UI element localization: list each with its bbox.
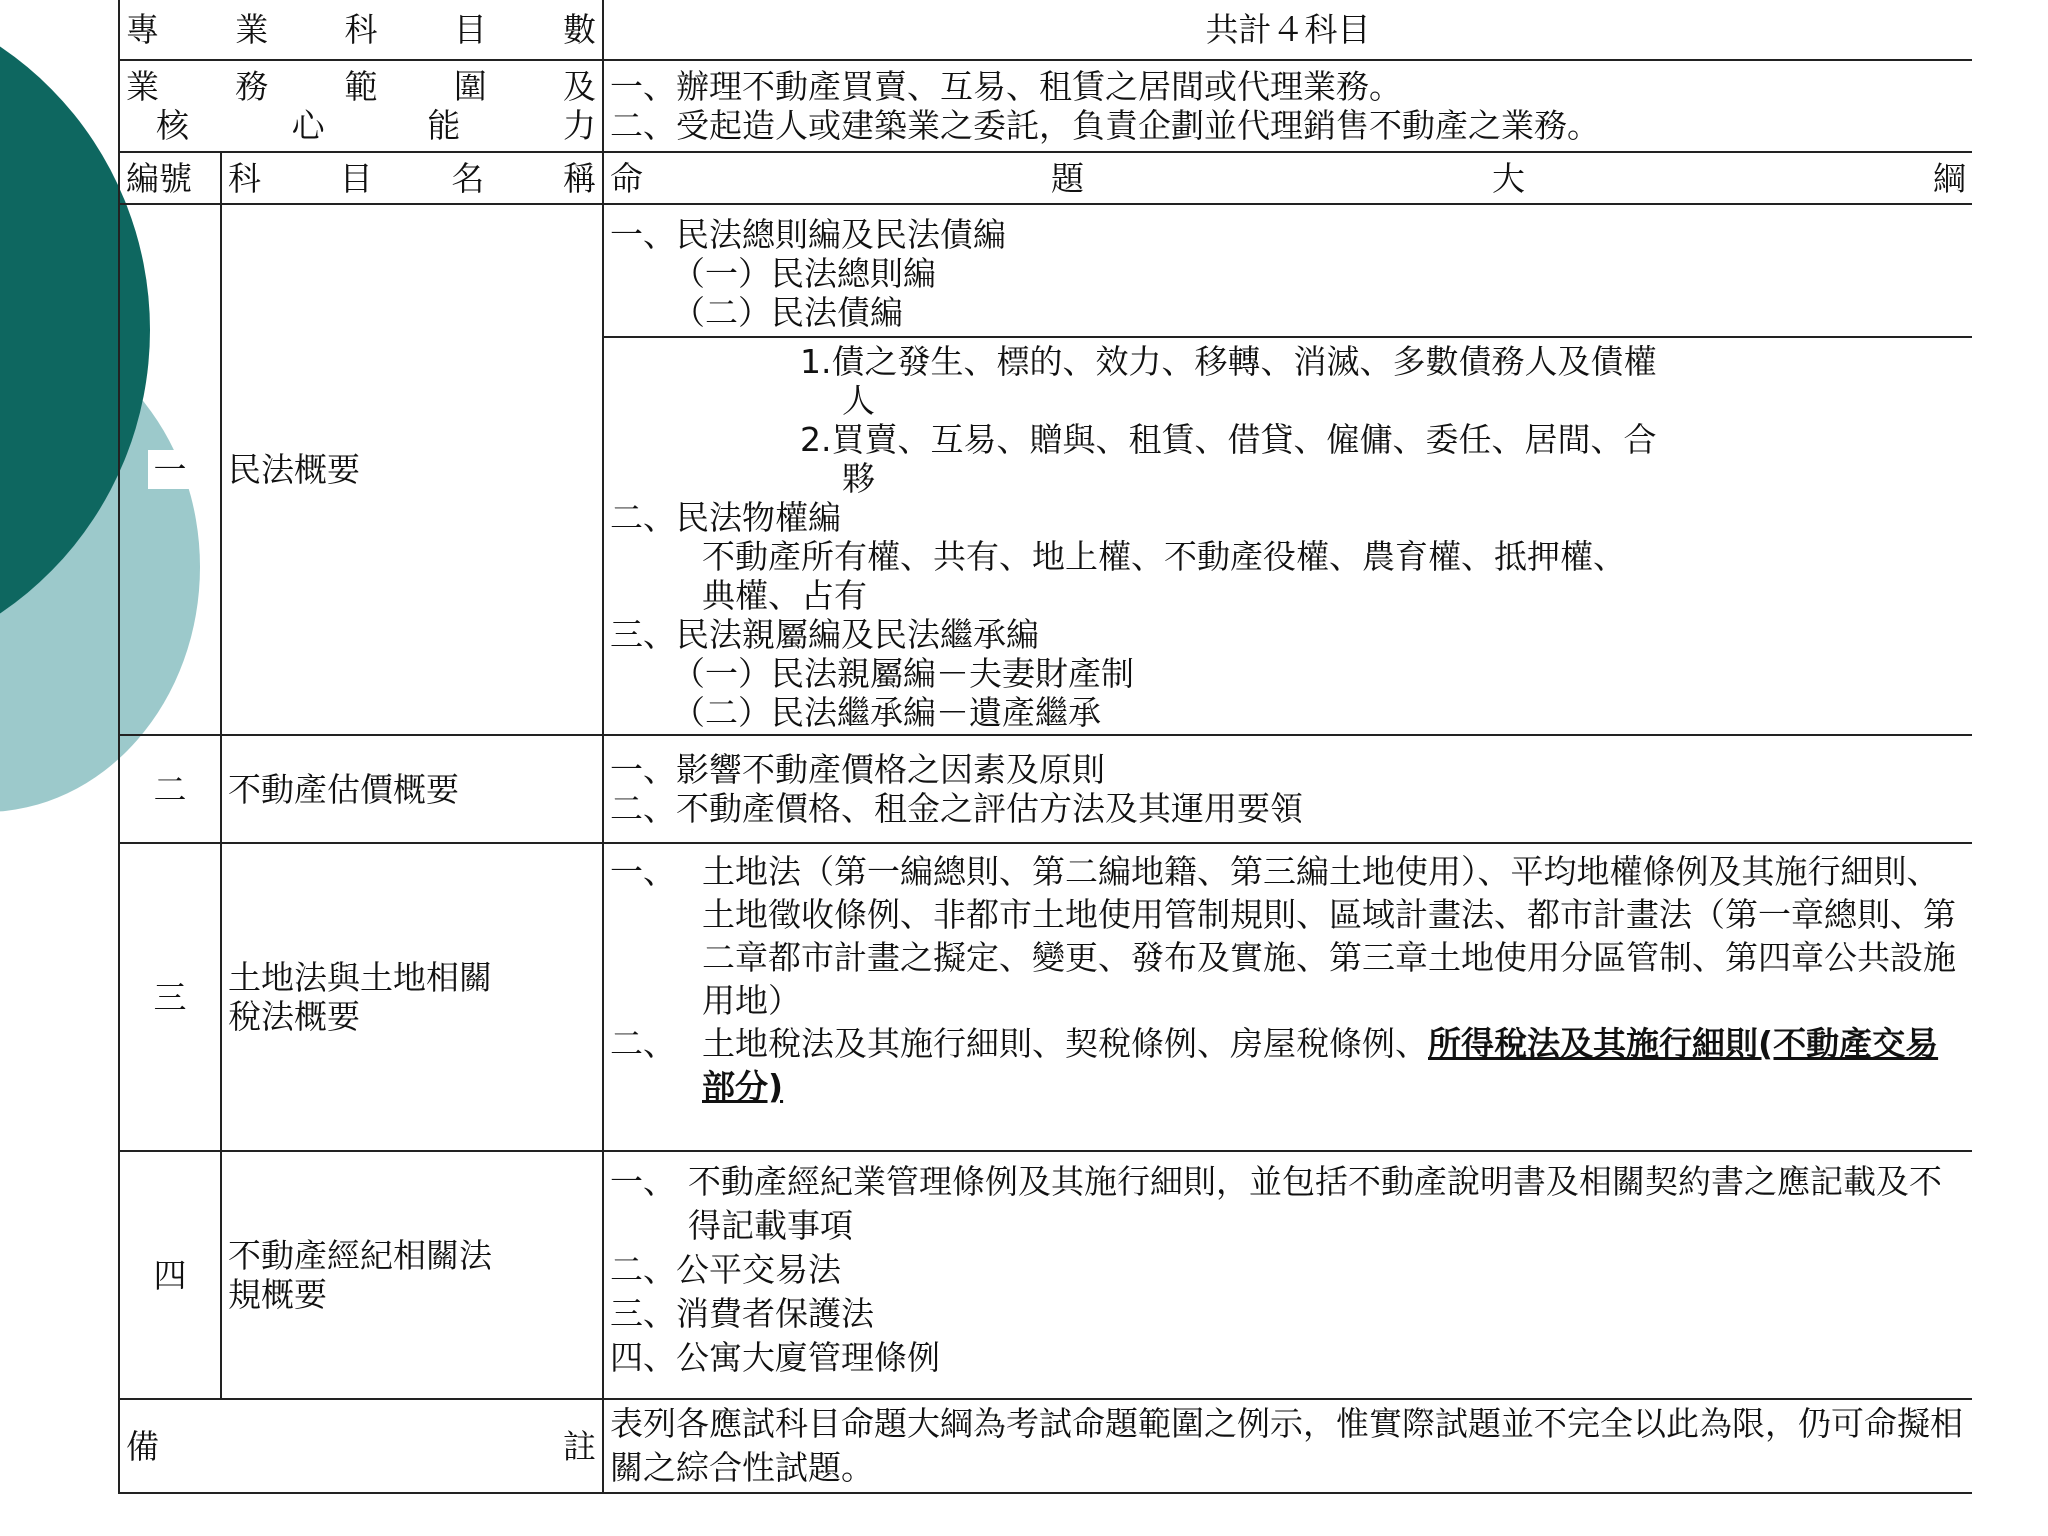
outline-item-body: 不動產所有權、共有、地上權、不動產役權、農育權、抵押權、 xyxy=(702,537,1626,576)
label-char: 名 xyxy=(451,158,485,198)
subject-name-line: 不動產經紀相關法 xyxy=(228,1236,492,1275)
column-header-number: 編號 xyxy=(119,152,221,204)
outline-item: 三、消費者保護法 xyxy=(610,1294,874,1333)
outline-item: 三、民法親屬編及民法繼承編 xyxy=(610,615,1039,654)
note-text: 表列各應試科目命題大綱為考試命題範圍之例示，惟實際試題並不完全以此為限，仍可命擬相關之綜合性試題。 xyxy=(603,1399,1972,1493)
business-scope-label-cell xyxy=(119,60,603,152)
outline-item-number: 二、 xyxy=(610,1024,676,1063)
subject-count-value: 共計４科目 xyxy=(603,0,1972,60)
subject-outline-1 xyxy=(603,204,1972,735)
exam-syllabus-table xyxy=(118,0,1972,1494)
outline-item-text: 土地法（第一編總則、第二編地籍、第三編土地使用）、平均地權條例及其施行細則、土地徵收條例、非都市土地使用管制規則、區域計畫法、都市計畫法（第一章總則、第二章都市計畫之擬定、變更、發布及實施、第三章土地使用分區管制、第四章公共設施用地） xyxy=(702,852,1956,1020)
label-char: 題 xyxy=(1051,158,1084,198)
subject-name-2: 不動產估價概要 xyxy=(221,735,603,843)
outline-item: 二、民法物權編 xyxy=(610,498,841,537)
subject-name-1: 民法概要 xyxy=(221,204,603,735)
subject-number-text: 一 xyxy=(148,450,193,489)
subject-outline-4 xyxy=(603,1151,1972,1399)
label-char: 範 xyxy=(344,67,378,106)
note-label-cell xyxy=(119,1399,603,1493)
outline-item-emphasis: 所得稅法及其施行細則(不動產交易部分) xyxy=(702,1024,1939,1106)
subject-name-3 xyxy=(221,843,603,1151)
outline-item: 二、公平交易法 xyxy=(610,1250,841,1289)
outline-item xyxy=(610,1022,1966,1108)
column-header-outline xyxy=(603,152,1972,204)
label-char: 業 xyxy=(235,10,269,49)
note-label xyxy=(126,1427,596,1466)
outline-item xyxy=(610,850,1966,1022)
label-char: 科 xyxy=(344,10,378,49)
subject-outline-3 xyxy=(603,843,1972,1151)
outline-item: 一、影響不動產價格之因素及原則 xyxy=(610,750,1105,789)
subject-number-3: 三 xyxy=(119,843,221,1151)
business-scope-label-line2 xyxy=(126,106,596,145)
outline-item: 二、不動產價格、租金之評估方法及其運用要領 xyxy=(610,789,1303,828)
subject-name-line: 稅法概要 xyxy=(228,997,360,1036)
outline-item: 四、公寓大廈管理條例 xyxy=(610,1338,940,1377)
outline-subitem: （二）民法債編 xyxy=(672,293,903,332)
subject-number-4: 四 xyxy=(119,1151,221,1399)
business-scope-item: 一、辦理不動產買賣、互易、租賃之居間或代理業務。 xyxy=(610,67,1402,106)
outline-item-number: 一、 xyxy=(610,1162,676,1201)
business-scope-content xyxy=(603,60,1972,152)
label-char: 及 xyxy=(563,67,596,106)
label-char: 註 xyxy=(563,1426,596,1466)
subject-number-1 xyxy=(119,204,221,735)
outline-item-text: 不動產經紀業管理條例及其施行細則，並包括不動產說明書及相關契約書之應記載及不得記載事項 xyxy=(688,1162,1942,1245)
label-char: 命 xyxy=(610,158,643,198)
subject-row-1 xyxy=(119,204,1972,735)
label-char: 核 xyxy=(156,106,189,145)
outline-item-plain: 土地稅法及其施行細則、契稅條例、房屋稅條例、 xyxy=(702,1024,1428,1063)
subject-outline-2 xyxy=(603,735,1972,843)
outline-item-body: 典權、占有 xyxy=(702,576,867,615)
outline-subsubitem: 1.債之發生、標的、效力、移轉、消滅、多數債務人及債權 xyxy=(800,342,1657,381)
outline-item-number: 一、 xyxy=(610,852,676,891)
subject-count-label-cell xyxy=(119,0,603,60)
column-header-subject-text xyxy=(228,159,596,198)
label-char: 數 xyxy=(563,10,596,49)
subject-name-4 xyxy=(221,1151,603,1399)
divider xyxy=(604,336,1972,338)
label-char: 目 xyxy=(339,158,373,198)
label-char: 稱 xyxy=(562,158,596,198)
label-char: 專 xyxy=(126,10,159,49)
subject-count-label xyxy=(126,10,596,49)
label-char: 務 xyxy=(235,67,269,106)
column-header-outline-text xyxy=(610,159,1966,198)
column-header-row xyxy=(119,152,1972,204)
outline-subsubitem-continued: 人 xyxy=(842,381,875,420)
note-row xyxy=(119,1399,1972,1493)
subject-count-row xyxy=(119,0,1972,60)
business-scope-item: 二、受起造人或建築業之委託，負責企劃並代理銷售不動產之業務。 xyxy=(610,106,1600,145)
subject-row-4 xyxy=(119,1151,1972,1399)
business-scope-row xyxy=(119,60,1972,152)
outline-subitem: （二）民法繼承編－遺產繼承 xyxy=(672,693,1101,732)
label-char: 能 xyxy=(427,106,461,145)
label-char: 科 xyxy=(228,158,261,198)
label-char: 綱 xyxy=(1933,158,1966,198)
subject-row-2 xyxy=(119,735,1972,843)
label-char: 目 xyxy=(453,10,487,49)
outline-subsubitem-continued: 夥 xyxy=(842,459,875,498)
subject-name-line: 土地法與土地相關 xyxy=(228,958,492,997)
subject-row-3 xyxy=(119,843,1972,1151)
outline-item: 一、民法總則編及民法債編 xyxy=(610,215,1006,254)
label-char: 業 xyxy=(126,67,159,106)
subject-number-2: 二 xyxy=(119,735,221,843)
outline-subitem: （一）民法親屬編－夫妻財產制 xyxy=(672,654,1134,693)
outline-item-text xyxy=(702,1022,1966,1108)
column-header-subject xyxy=(221,152,603,204)
outline-subsubitem: 2.買賣、互易、贈與、租賃、借貸、僱傭、委任、居間、合 xyxy=(800,420,1657,459)
label-char: 大 xyxy=(1492,158,1525,198)
label-char: 心 xyxy=(291,106,325,145)
label-char: 備 xyxy=(126,1426,159,1466)
outline-subitem: （一）民法總則編 xyxy=(672,254,936,293)
label-char: 力 xyxy=(562,106,596,145)
outline-item xyxy=(610,1160,1966,1248)
subject-name-line: 規概要 xyxy=(228,1275,327,1314)
label-char: 圍 xyxy=(453,67,487,106)
business-scope-label-line1 xyxy=(126,67,596,106)
